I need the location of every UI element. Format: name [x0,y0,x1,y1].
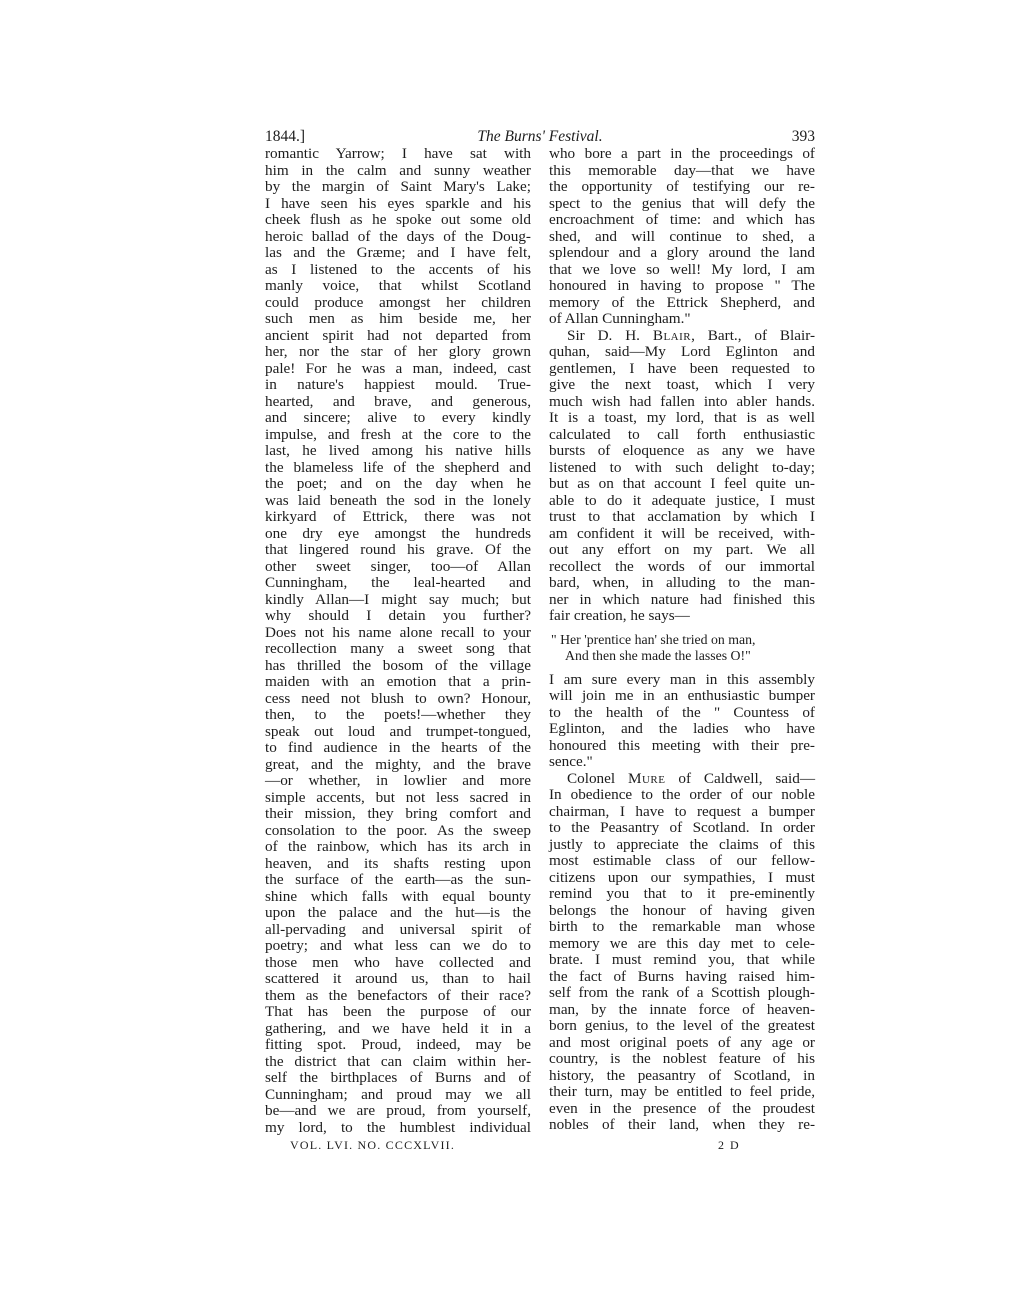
left-text-line: her, nor the star of her glory grown [265,343,531,360]
left-text-line: the district that can claim within her- [265,1052,531,1070]
left-text-line: That has been the purpose of our [265,1003,531,1020]
right-text-line: citizens upon our sympathies, I must [549,868,815,886]
left-text-line: I have seen his eyes sparkle and his [265,194,531,212]
left-text-line: has thrilled the bosom of the village [265,656,531,674]
right-text-line: quhan, said—My Lord Eglinton and [549,343,815,360]
left-text-line: las and the Græme; and I have felt, [265,244,531,261]
right-text-line: to the Peasantry of Scotland. In order [549,819,815,836]
left-text-line: Cunningham, the leal-hearted and [265,574,531,591]
left-text-line: Cunningham; and proud may we all [265,1085,531,1103]
right-text-line: encroachment of time: and which has [549,211,815,228]
right-text-line: justly to appreciate the claims of this [549,835,815,853]
left-text-line: him in the calm and sunny weather [265,161,531,179]
right-text-line: bard, when, in alluding to the man- [549,574,815,591]
right-text-line: who bore a part in the proceedings of [549,145,815,162]
left-text-line: manly voice, that whilst Scotland [265,277,531,294]
left-text-line: their mission, they bring comfort and [265,805,531,822]
left-text-line: the surface of the earth—as the sun- [265,871,531,888]
right-text-line: shed, and will continue to shed, a [549,227,815,245]
right-text-line: self from the rank of a Scottish plough- [549,984,815,1001]
sheet-signature: 2 D [718,1138,741,1152]
right-text-line: their turn, may be entitled to feel pride, [549,1083,815,1100]
paragraph-gap [549,625,815,632]
left-text-line: the poet; and on the day when he [265,475,531,492]
left-text-line: as I listened to the accents of his [265,260,531,278]
left-text-line: one dry eye amongst the hundreds [265,524,531,542]
left-text-line: maiden with an emotion that a prin- [265,673,531,690]
left-text-line: was laid beneath the sod in the lonely [265,491,531,509]
left-text-line: in nature's happiest mould. True- [265,376,531,393]
left-column [265,146,531,1136]
left-text-line: my lord, to the humblest individual [265,1118,531,1136]
right-text-line: that we love so well! My lord, I am [549,260,815,278]
speaker-name: Blair [652,326,692,344]
right-text-line: honoured this meeting with their pre- [549,736,815,754]
right-text-line: Eglinton, and the ladies who have [549,720,815,737]
left-text-line: impulse, and fresh at the core to the [265,425,531,443]
right-text-line: history, the peasantry of Scotland, in [549,1066,815,1084]
right-text-line: calculated to call forth enthusiastic [549,425,815,443]
left-text-line: scattered it around us, than to hail [265,970,531,987]
right-text-line: most estimable class of our fellow- [549,852,815,869]
right-text-line: spect to the genius that will defy the [549,194,815,212]
left-text-line: could produce amongst her children [265,293,531,311]
right-text-line: bursts of eloquence as any we have [549,442,815,459]
right-text-line: trust to that acclamation by which I [549,508,815,525]
right-text-line: of Allan Cunningham." [549,310,691,327]
right-text-line: born genius, to the level of the greatest [549,1017,815,1034]
left-text-line: poetry; and what less can we do to [265,937,531,954]
right-text-line: country, is the noblest feature of his [549,1050,815,1067]
left-text-line: great, and the mighty, and the brave [265,755,531,773]
right-text-line: nobles of their land, when they re- [549,1116,815,1133]
speaker-line [549,328,815,345]
right-text-line: remind you that to it pre-eminently [549,885,815,902]
right-text-line: man, by the innate force of heaven- [549,1000,815,1018]
left-text-line: then, to the poets!—whether they [265,706,531,723]
right-text-line: chairman, I have to request a bumper [549,802,815,820]
right-text-line: memory we are this day met to cele- [549,934,815,952]
left-text-line: simple accents, but not less sacred in [265,788,531,806]
left-text-line: romantic Yarrow; I have sat with [265,145,531,162]
right-text-line: ner in which nature had finished this [549,590,815,608]
speaker-text: Sir D. H. [567,326,653,344]
header-year: 1844.] [265,128,306,145]
left-text-line: self the birthplaces of Burns and of [265,1069,531,1086]
left-text-line: the blameless life of the shepherd and [265,458,531,476]
right-text-line: fair creation, he says— [549,607,690,624]
right-text-line: In obedience to the order of our noble [549,786,815,803]
left-text-line: such men as him beside me, her [265,310,531,327]
right-text-line: splendour and a glory around the land [549,244,815,261]
left-text-line: why should I detain you further? [265,607,531,624]
speaker-text: Colonel [567,769,628,787]
right-text-line: birth to the remarkable man whose [549,918,815,935]
left-text-line: cheek flush as he spoke out some old [265,211,531,228]
left-text-line: Does not his name alone recall to your [265,623,531,641]
right-text-line: am confident it will be received, with- [549,524,815,542]
left-text-line: last, he lived among his native hills [265,442,531,459]
left-text-line: recollection many a sweet song that [265,640,531,657]
verse-line: And then she made the lasses O!" [565,648,751,663]
right-text-line: gentlemen, I have been requested to [549,359,815,377]
right-text-line: give the next toast, which I very [549,376,815,393]
left-text-line: all-pervading and universal spirit of [265,920,531,938]
header-title: The Burns' Festival. [477,128,603,145]
right-text-line: It is a toast, my lord, that is as well [549,409,815,426]
right-text-line: belongs the honour of having given [549,901,815,919]
left-text-line: ancient spirit had not departed from [265,326,531,344]
right-text-line: even in the presence of the proudest [549,1099,815,1117]
right-text-line: will join me in an enthusiastic bumper [549,687,815,704]
left-text-line: upon the palace and the hut—is the [265,904,531,921]
left-text-line: gathering, and we have held it in a [265,1019,531,1037]
left-text-line: that lingered round his grave. Of the [265,541,531,558]
right-text-line: listened to with such delight to-day; [549,458,815,476]
right-text-line: to the health of the " Countess of [549,703,815,721]
left-text-line: speak out loud and trumpet-tongued, [265,722,531,740]
left-text-line: —or whether, in lowlier and more [265,772,531,789]
left-text-line: to find audience in the hearts of the [265,739,531,756]
right-text-line: sence." [549,753,593,770]
right-text-line: much wish had fallen into abler hands. [549,392,815,410]
right-text-line: and most original poets of any age or [549,1033,815,1051]
right-text-line: able to do it adequate justice, I must [549,491,815,509]
left-text-line: heaven, and its shafts resting upon [265,854,531,872]
left-text-line: kindly Allan—I might say much; but [265,590,531,608]
right-text-line: the opportunity of testifying our re- [549,178,815,195]
left-text-line: consolation to the poor. As the sweep [265,821,531,839]
right-text-line: recollect the words of our immortal [549,557,815,575]
left-text-line: by the margin of Saint Mary's Lake; [265,178,531,195]
speaker-name: Mure [627,769,666,787]
right-column [549,146,815,1134]
right-text-line: out any effort on my part. We all [549,541,815,558]
left-text-line: be—and we are proud, from yourself, [265,1102,531,1119]
speaker-text: of Caldwell, said— [665,769,816,787]
speaker-line [549,771,815,788]
left-text-line: kirkyard of Ettrick, there was not [265,508,531,525]
left-text-line: cess need not blush to own? Honour, [265,689,531,707]
left-text-line: those men who have collected and [265,953,531,971]
right-text-line: honoured in having to propose " The [549,277,815,294]
page-number: 393 [791,128,815,145]
left-text-line: heroic ballad of the days of the Doug- [265,227,531,245]
left-text-line: pale! For he was a man, indeed, cast [265,359,531,377]
left-text-line: other sweet singer, too—of Allan [265,557,531,575]
right-text-line: the fact of Burns having raised him- [549,967,815,985]
left-text-line: fitting spot. Proud, indeed, may be [265,1036,531,1053]
right-text-line: I am sure every man in this assembly [549,670,815,688]
left-text-line: of the rainbow, which has its arch in [265,838,531,855]
left-text-line: hearted, and brave, and generous, [265,392,531,410]
left-text-line: shine which falls with equal bounty [265,887,531,905]
left-text-line: and sincere; alive to every kindly [265,409,531,426]
right-text-line: memory of the Ettrick Shepherd, and [549,293,815,311]
verse-line: " Her 'prentice han' she tried on man, [551,631,756,647]
speaker-text: , Bart., of Blair- [691,326,815,344]
right-text-line: this memorable day—that we have [549,161,815,179]
right-text-line: but as on that account I feel quite un- [549,475,815,492]
left-text-line: them as the benefactors of their race? [265,986,531,1004]
volume-signature: VOL. LVI. NO. CCCXLVII. [290,1138,456,1152]
right-text-line: brate. I must remind you, that while [549,951,815,968]
